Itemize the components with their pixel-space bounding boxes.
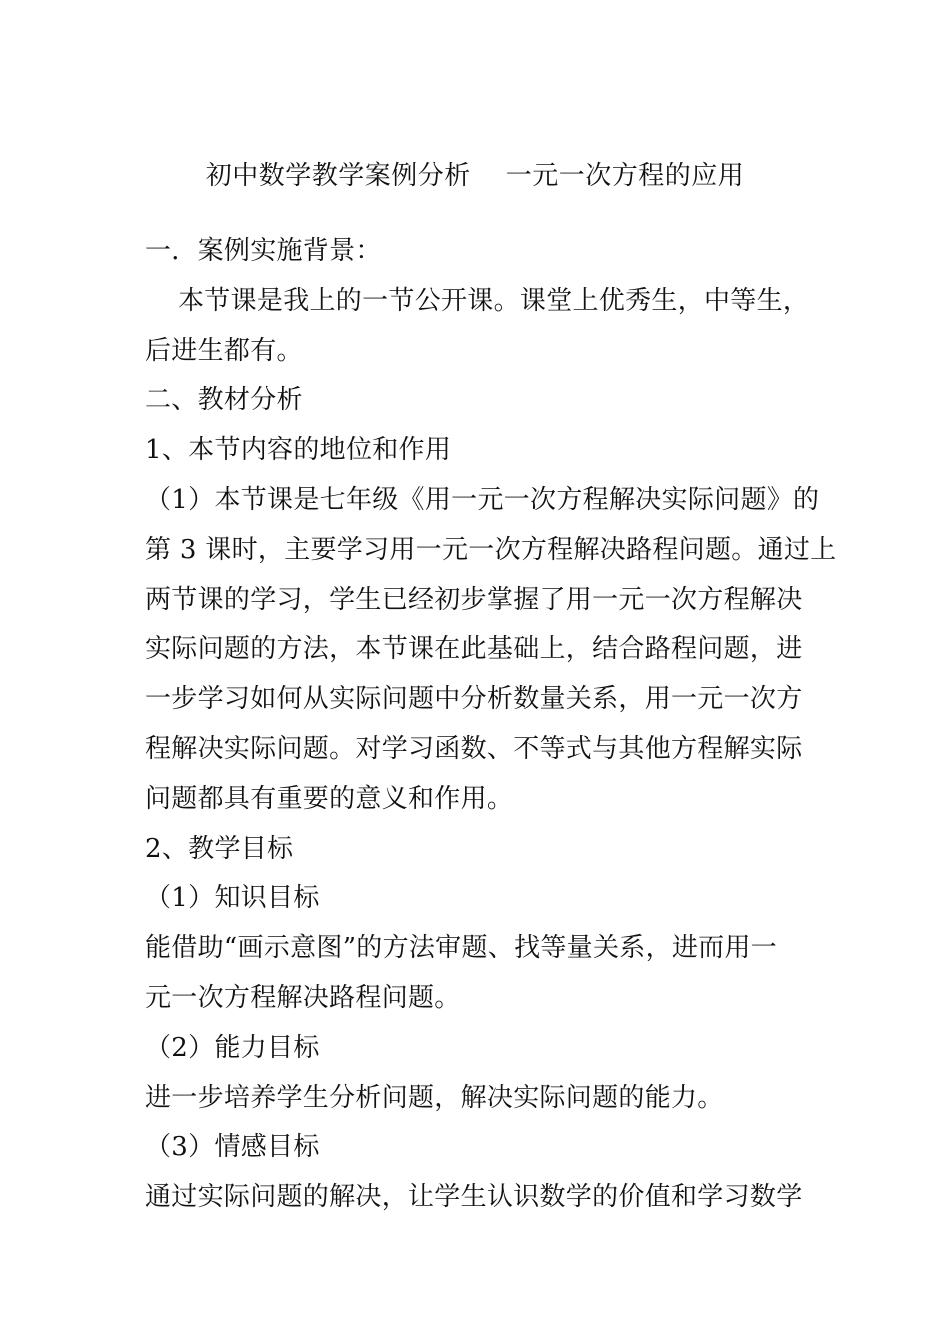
goal-heading-knowledge: （1）知识目标 xyxy=(145,883,320,914)
paragraph-line: 第 3 课时，主要学习用一元一次方程解决路程问题。通过上 xyxy=(145,534,837,565)
section-heading-background: 一．案例实施背景： xyxy=(145,236,382,266)
paragraph-line: 通过实际问题的解决，让学生认识数学的价值和学习数学 xyxy=(145,1182,803,1213)
subsection-heading-teaching-goals: 2、教学目标 xyxy=(145,833,294,864)
goal-heading-ability: （2）能力目标 xyxy=(145,1032,320,1063)
paragraph-line: 实际问题的方法，本节课在此基础上，结合路程问题，进 xyxy=(145,634,803,665)
goal-heading-emotion: （3）情感目标 xyxy=(145,1132,320,1163)
paragraph-line: 一步学习如何从实际问题中分析数量关系，用一元一次方 xyxy=(145,684,803,715)
paragraph-line: 程解决实际问题。对学习函数、不等式与其他方程解实际 xyxy=(145,733,803,764)
paragraph-line: 进一步培养学生分析问题，解决实际问题的能力。 xyxy=(145,1082,724,1113)
subsection-heading-status-role: 1、本节内容的地位和作用 xyxy=(145,435,452,466)
paragraph-line: （1）本节课是七年级《用一元一次方程解决实际问题》的 xyxy=(145,484,820,515)
paragraph-line: 两节课的学习，学生已经初步掌握了用一元一次方程解决 xyxy=(145,584,803,615)
paragraph-line: 问题都具有重要的意义和作用。 xyxy=(145,783,514,814)
paragraph-line: 能借助“画示意图”的方法审题、找等量关系，进而用一 xyxy=(145,933,778,964)
paragraph-line: 后进生都有。 xyxy=(145,335,303,366)
paragraph-line: 本节课是我上的一节公开课。课堂上优秀生，中等生， xyxy=(178,285,810,316)
paragraph-line: 元一次方程解决路程问题。 xyxy=(145,982,461,1013)
document-title: 初中数学教学案例分析 一元一次方程的应用 xyxy=(205,161,745,191)
section-heading-textbook-analysis: 二、教材分析 xyxy=(145,385,303,416)
document-body xyxy=(145,227,837,1223)
